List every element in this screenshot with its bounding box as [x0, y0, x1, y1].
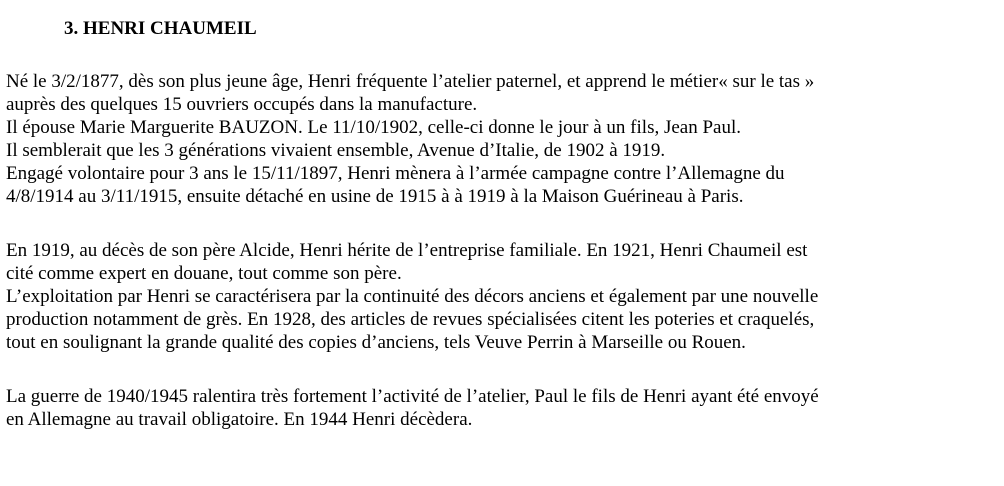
paragraph-line: 4/8/1914 au 3/11/1915, ensuite détaché en usine de 1915 à à 1919 à la Maison Guérineau à Paris. [6, 186, 744, 207]
paragraph-line: La guerre de 1940/1945 ralentira très fortement l’activité de l’atelier, Paul le fils de Henri ayant été envoyé [6, 386, 819, 407]
paragraph-line: cité comme expert en douane, tout comme son père. [6, 263, 402, 284]
section-heading: 3. HENRI CHAUMEIL [64, 18, 257, 39]
paragraph-line: En 1919, au décès de son père Alcide, Henri hérite de l’entreprise familiale. En 1921, Henri Chaumeil est [6, 240, 808, 261]
paragraph-line: production notamment de grès. En 1928, des articles de revues spécialisées citent les poteries et craquelés, [6, 309, 815, 330]
paragraph-line: Né le 3/2/1877, dès son plus jeune âge, Henri fréquente l’atelier paternel, et apprend le métier« sur le tas » [6, 71, 815, 92]
paragraph-line: L’exploitation par Henri se caractérisera par la continuité des décors anciens et également par une nouvelle [6, 286, 819, 307]
paragraph-line: Engagé volontaire pour 3 ans le 15/11/1897, Henri mènera à l’armée campagne contre l’Allemagne du [6, 163, 785, 184]
paragraph-line: Il épouse Marie Marguerite BAUZON. Le 11/10/1902, celle-ci donne le jour à un fils, Jean Paul. [6, 117, 741, 138]
paragraph-line: auprès des quelques 15 ouvriers occupés dans la manufacture. [6, 94, 478, 115]
paragraph-line: en Allemagne au travail obligatoire. En 1944 Henri décèdera. [6, 409, 473, 430]
paragraph-line: Il semblerait que les 3 générations vivaient ensemble, Avenue d’Italie, de 1902 à 1919. [6, 140, 666, 161]
paragraph-line: tout en soulignant la grande qualité des copies d’anciens, tels Veuve Perrin à Marseille ou Rouen. [6, 332, 746, 353]
